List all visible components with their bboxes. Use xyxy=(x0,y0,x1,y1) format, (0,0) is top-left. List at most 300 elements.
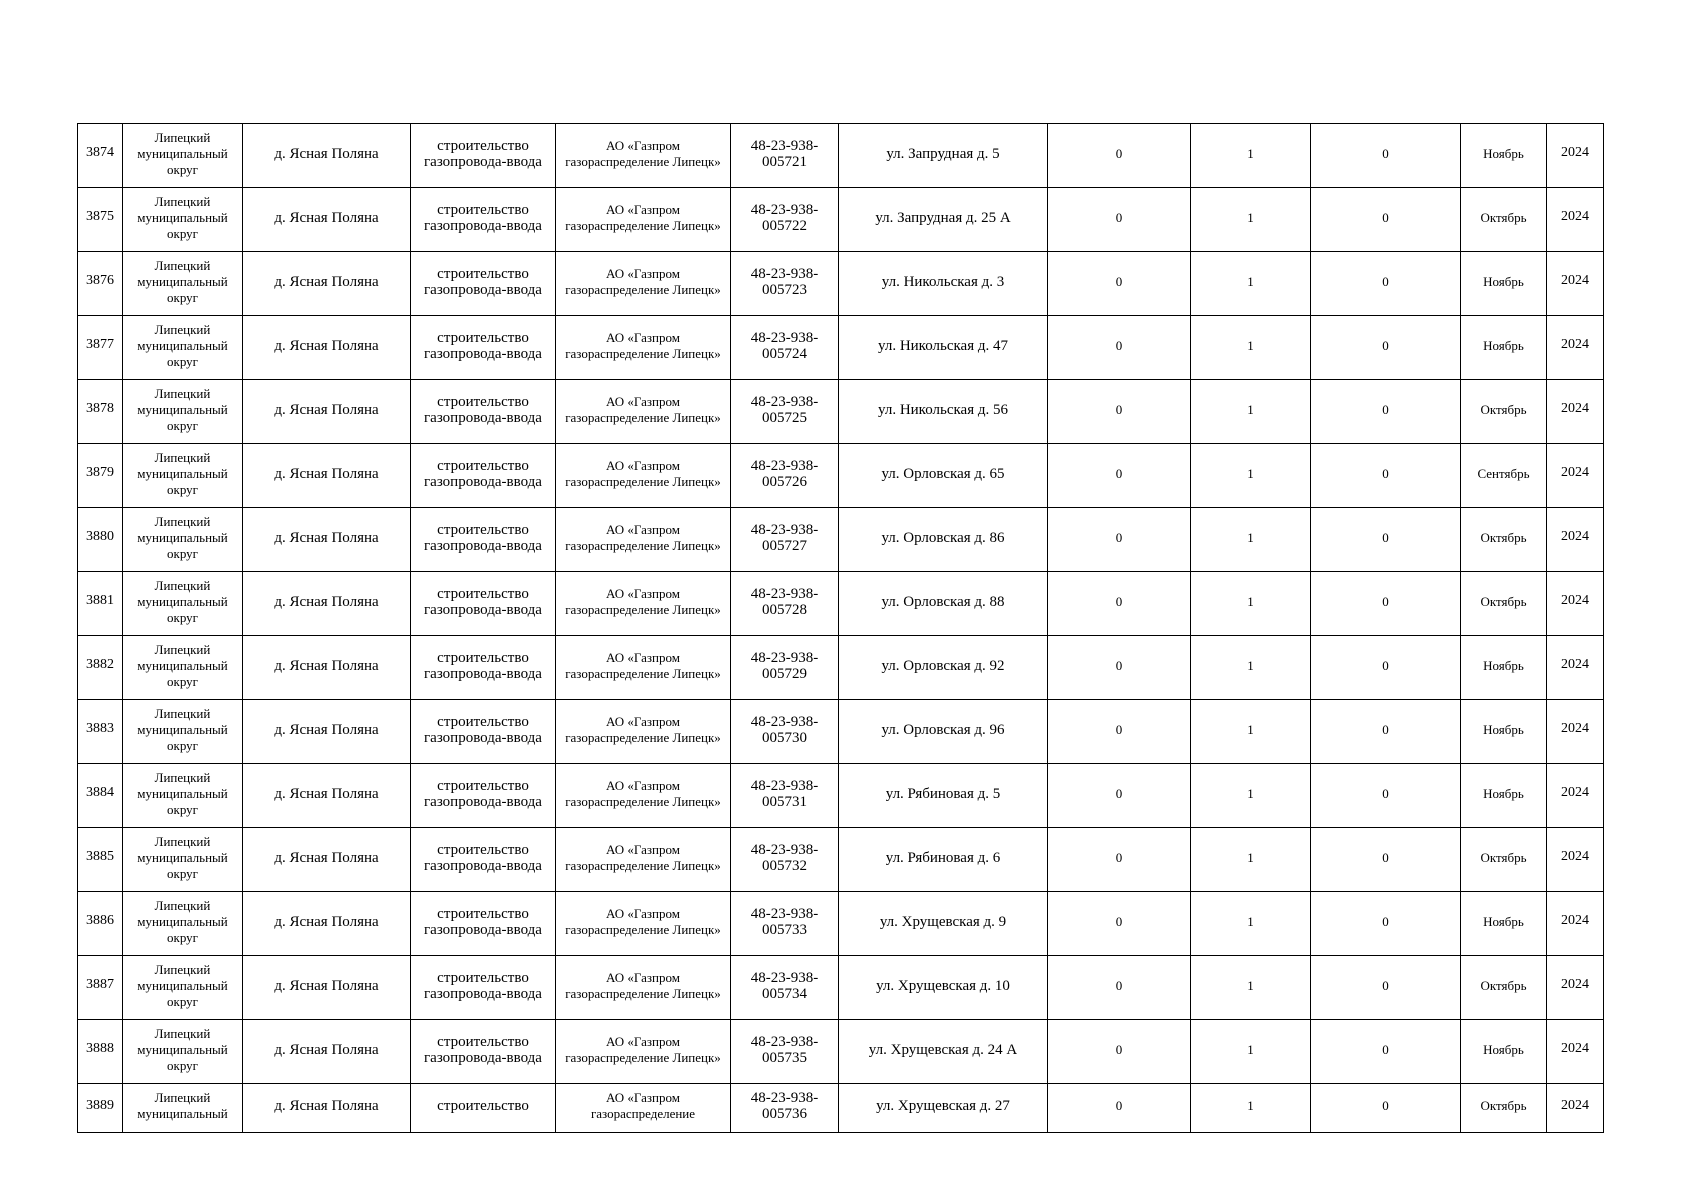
cell-text: 0 xyxy=(1382,465,1389,481)
cell-text: 0 xyxy=(1115,849,1123,865)
year-cell xyxy=(1547,572,1604,636)
value-1-cell xyxy=(1048,252,1191,316)
row-number xyxy=(78,572,123,636)
address-cell xyxy=(839,188,1048,252)
locality-cell xyxy=(243,316,411,380)
locality-cell xyxy=(243,892,411,956)
value-1-cell xyxy=(1048,444,1191,508)
value-2-cell xyxy=(1191,572,1311,636)
value-2-cell xyxy=(1191,380,1311,444)
value-3-cell xyxy=(1311,188,1461,252)
year-cell xyxy=(1547,316,1604,380)
month-cell xyxy=(1461,124,1547,188)
month-cell xyxy=(1461,188,1547,252)
cell-text: 0 xyxy=(1382,1041,1389,1057)
cell-text: 3877 xyxy=(86,337,114,352)
value-3-cell xyxy=(1311,892,1461,956)
cell-text: строительство газопровода-ввода xyxy=(424,585,542,618)
locality-cell xyxy=(243,124,411,188)
row-number xyxy=(78,444,123,508)
code-cell xyxy=(731,700,839,764)
cell-text: 1 xyxy=(1247,1041,1254,1057)
value-2-cell xyxy=(1191,508,1311,572)
table-row xyxy=(78,572,1604,636)
year-cell xyxy=(1547,764,1604,828)
cell-text: 2024 xyxy=(1561,849,1589,864)
year-cell xyxy=(1547,636,1604,700)
cell-text: 0 xyxy=(1382,1098,1389,1113)
code-cell xyxy=(731,1020,839,1084)
cell-text: 1 xyxy=(1247,913,1254,929)
code-cell xyxy=(731,1084,839,1133)
cell-text: 0 xyxy=(1115,913,1123,929)
cell-text: 48-23-938-005732 xyxy=(750,841,819,874)
work-type-cell xyxy=(411,444,556,508)
cell-text: 0 xyxy=(1115,529,1123,545)
locality-cell xyxy=(243,636,411,700)
work-type-cell xyxy=(411,764,556,828)
district-cell xyxy=(123,1020,243,1084)
cell-text: АО «Газпром газораспределение Липецк» xyxy=(565,393,721,425)
district-cell xyxy=(123,892,243,956)
cell-text: 1 xyxy=(1247,401,1254,417)
cell-text: АО «Газпром газораспределение Липецк» xyxy=(565,201,721,233)
year-cell xyxy=(1547,956,1604,1020)
cell-text: ул. Хрущевская д. 9 xyxy=(879,913,1007,930)
cell-text: 48-23-938-005731 xyxy=(750,777,819,810)
cell-text: ул. Рябиновая д. 5 xyxy=(885,785,1001,802)
cell-text: 0 xyxy=(1382,209,1389,225)
month-cell xyxy=(1461,1084,1547,1133)
value-3-cell xyxy=(1311,828,1461,892)
cell-text: 0 xyxy=(1115,401,1123,417)
district-cell xyxy=(123,956,243,1020)
cell-text: Ноябрь xyxy=(1483,657,1524,673)
cell-text: д. Ясная Поляна xyxy=(274,1041,379,1058)
cell-text: Липецкий муниципальный округ xyxy=(137,449,228,497)
district-cell xyxy=(123,124,243,188)
cell-text: 2024 xyxy=(1561,273,1589,288)
cell-text: 0 xyxy=(1115,209,1123,225)
cell-text: 2024 xyxy=(1561,401,1589,416)
cell-text: ул. Хрущевская д. 24 А xyxy=(868,1041,1018,1058)
address-cell xyxy=(839,828,1048,892)
cell-text: 3886 xyxy=(86,913,114,928)
cell-text: ул. Орловская д. 88 xyxy=(881,593,1005,610)
month-cell xyxy=(1461,316,1547,380)
cell-text: строительство газопровода-ввода xyxy=(424,969,542,1002)
cell-text: 2024 xyxy=(1561,593,1589,608)
cell-text: 48-23-938-005736 xyxy=(750,1090,819,1122)
cell-text: Липецкий муниципальный округ xyxy=(137,641,228,689)
cell-text: АО «Газпром газораспределение Липецк» xyxy=(565,777,721,809)
locality-cell xyxy=(243,700,411,764)
value-1-cell xyxy=(1048,1084,1191,1133)
address-cell xyxy=(839,892,1048,956)
value-2-cell xyxy=(1191,188,1311,252)
district-cell xyxy=(123,828,243,892)
cell-text: 3875 xyxy=(86,209,114,224)
cell-text: 1 xyxy=(1247,209,1254,225)
cell-text: Липецкий муниципальный округ xyxy=(137,705,228,753)
cell-text: 48-23-938-005735 xyxy=(750,1033,819,1066)
value-3-cell xyxy=(1311,572,1461,636)
cell-text: 3889 xyxy=(86,1097,114,1113)
cell-text: д. Ясная Поляна xyxy=(274,145,379,162)
cell-text: строительство газопровода-ввода xyxy=(424,1033,542,1066)
district-cell xyxy=(123,444,243,508)
cell-text: Октябрь xyxy=(1480,593,1527,609)
cell-text: ул. Орловская д. 65 xyxy=(881,465,1005,482)
address-cell xyxy=(839,764,1048,828)
cell-text: 0 xyxy=(1382,273,1389,289)
table-row xyxy=(78,1084,1604,1133)
locality-cell xyxy=(243,1084,411,1133)
value-2-cell xyxy=(1191,1020,1311,1084)
value-3-cell xyxy=(1311,316,1461,380)
cell-text: ул. Хрущевская д. 10 xyxy=(876,977,1010,994)
month-cell xyxy=(1461,636,1547,700)
cell-text: д. Ясная Поляна xyxy=(274,529,379,546)
district-cell xyxy=(123,764,243,828)
organization-cell xyxy=(556,380,731,444)
cell-text: 48-23-938-005721 xyxy=(750,137,819,170)
cell-text: строительство газопровода-ввода xyxy=(424,201,542,234)
row-number xyxy=(78,508,123,572)
organization-cell xyxy=(556,252,731,316)
cell-text: строительство газопровода-ввода xyxy=(424,265,542,298)
value-2-cell xyxy=(1191,956,1311,1020)
cell-text: Октябрь xyxy=(1480,849,1527,865)
cell-text: ул. Запрудная д. 5 xyxy=(886,145,1000,162)
month-cell xyxy=(1461,764,1547,828)
month-cell xyxy=(1461,572,1547,636)
cell-text: ул. Орловская д. 96 xyxy=(881,721,1005,738)
cell-text: 0 xyxy=(1382,785,1389,801)
district-cell xyxy=(123,508,243,572)
cell-text: ул. Запрудная д. 25 А xyxy=(875,209,1011,226)
value-2-cell xyxy=(1191,636,1311,700)
cell-text: Ноябрь xyxy=(1483,337,1524,353)
table-body xyxy=(78,124,1604,1133)
cell-text: Липецкий муниципальный округ xyxy=(137,1025,228,1073)
cell-text: ул. Никольская д. 47 xyxy=(878,337,1008,354)
value-3-cell xyxy=(1311,252,1461,316)
cell-text: АО «Газпром газораспределение Липецк» xyxy=(565,137,721,169)
month-cell xyxy=(1461,444,1547,508)
table-row xyxy=(78,380,1604,444)
cell-text: 0 xyxy=(1382,401,1389,417)
cell-text: д. Ясная Поляна xyxy=(274,209,379,226)
cell-text: 48-23-938-005728 xyxy=(750,585,819,618)
work-type-cell xyxy=(411,316,556,380)
cell-text: Октябрь xyxy=(1480,529,1527,545)
cell-text: Ноябрь xyxy=(1483,273,1524,289)
cell-text: д. Ясная Поляна xyxy=(274,273,379,290)
cell-text: д. Ясная Поляна xyxy=(274,977,379,994)
value-2-cell xyxy=(1191,316,1311,380)
year-cell xyxy=(1547,700,1604,764)
cell-text: АО «Газпром газораспределение Липецк» xyxy=(565,713,721,745)
cell-text: 3887 xyxy=(86,977,114,992)
district-cell xyxy=(123,188,243,252)
cell-text: 3879 xyxy=(86,465,114,480)
cell-text: ул. Хрущевская д. 27 xyxy=(876,1098,1010,1114)
cell-text: 0 xyxy=(1115,1098,1123,1113)
cell-text: 0 xyxy=(1382,977,1389,993)
table-row xyxy=(78,508,1604,572)
organization-cell xyxy=(556,636,731,700)
district-cell xyxy=(123,380,243,444)
value-3-cell xyxy=(1311,124,1461,188)
address-cell xyxy=(839,956,1048,1020)
code-cell xyxy=(731,316,839,380)
cell-text: строительство газопровода-ввода xyxy=(424,329,542,362)
month-cell xyxy=(1461,380,1547,444)
value-2-cell xyxy=(1191,828,1311,892)
cell-text: 3885 xyxy=(86,849,114,864)
value-1-cell xyxy=(1048,508,1191,572)
work-type-cell xyxy=(411,380,556,444)
cell-text: д. Ясная Поляна xyxy=(274,849,379,866)
cell-text: АО «Газпром газораспределение xyxy=(590,1090,696,1121)
locality-cell xyxy=(243,1020,411,1084)
organization-cell xyxy=(556,124,731,188)
cell-text: АО «Газпром газораспределение Липецк» xyxy=(565,649,721,681)
organization-cell xyxy=(556,188,731,252)
cell-text: д. Ясная Поляна xyxy=(274,913,379,930)
cell-text: Ноябрь xyxy=(1483,721,1524,737)
work-type-cell xyxy=(411,124,556,188)
value-1-cell xyxy=(1048,572,1191,636)
cell-text: 0 xyxy=(1382,913,1389,929)
cell-text: д. Ясная Поляна xyxy=(274,401,379,418)
organization-cell xyxy=(556,764,731,828)
address-cell xyxy=(839,508,1048,572)
value-1-cell xyxy=(1048,700,1191,764)
organization-cell xyxy=(556,444,731,508)
year-cell xyxy=(1547,188,1604,252)
row-number xyxy=(78,956,123,1020)
cell-text: 0 xyxy=(1382,145,1389,161)
code-cell xyxy=(731,764,839,828)
locality-cell xyxy=(243,252,411,316)
locality-cell xyxy=(243,572,411,636)
cell-text: ул. Рябиновая д. 6 xyxy=(885,849,1001,866)
cell-text: 48-23-938-005730 xyxy=(750,713,819,746)
year-cell xyxy=(1547,508,1604,572)
cell-text: д. Ясная Поляна xyxy=(274,593,379,610)
cell-text: 2024 xyxy=(1561,145,1589,160)
month-cell xyxy=(1461,252,1547,316)
cell-text: Липецкий муниципальный округ xyxy=(137,833,228,881)
value-1-cell xyxy=(1048,1020,1191,1084)
work-type-cell xyxy=(411,252,556,316)
month-cell xyxy=(1461,892,1547,956)
cell-text: 2024 xyxy=(1561,209,1589,224)
district-cell xyxy=(123,252,243,316)
cell-text: 48-23-938-005724 xyxy=(750,329,819,362)
table-row xyxy=(78,444,1604,508)
locality-cell xyxy=(243,188,411,252)
cell-text: Ноябрь xyxy=(1483,913,1524,929)
cell-text: строительство газопровода-ввода xyxy=(424,137,542,170)
cell-text: АО «Газпром газораспределение Липецк» xyxy=(565,905,721,937)
row-number xyxy=(78,764,123,828)
cell-text: 0 xyxy=(1382,721,1389,737)
table-row xyxy=(78,828,1604,892)
work-type-cell xyxy=(411,892,556,956)
cell-text: 0 xyxy=(1382,593,1389,609)
value-2-cell xyxy=(1191,1084,1311,1133)
district-cell xyxy=(123,572,243,636)
cell-text: 1 xyxy=(1247,337,1254,353)
code-cell xyxy=(731,892,839,956)
cell-text: д. Ясная Поляна xyxy=(274,465,379,482)
cell-text: 48-23-938-005726 xyxy=(750,457,819,490)
cell-text: 1 xyxy=(1247,593,1254,609)
cell-text: 2024 xyxy=(1561,1041,1589,1056)
cell-text: ул. Никольская д. 56 xyxy=(878,401,1008,418)
locality-cell xyxy=(243,380,411,444)
month-cell xyxy=(1461,828,1547,892)
cell-text: 48-23-938-005722 xyxy=(750,201,819,234)
row-number xyxy=(78,828,123,892)
cell-text: 2024 xyxy=(1561,337,1589,352)
cell-text: д. Ясная Поляна xyxy=(274,785,379,802)
cell-text: АО «Газпром газораспределение Липецк» xyxy=(565,1033,721,1065)
cell-text: 0 xyxy=(1115,1041,1123,1057)
value-2-cell xyxy=(1191,124,1311,188)
year-cell xyxy=(1547,1084,1604,1133)
row-number xyxy=(78,636,123,700)
year-cell xyxy=(1547,380,1604,444)
value-2-cell xyxy=(1191,252,1311,316)
cell-text: Сентябрь xyxy=(1477,465,1530,481)
cell-text: АО «Газпром газораспределение Липецк» xyxy=(565,969,721,1001)
row-number xyxy=(78,700,123,764)
cell-text: строительство газопровода-ввода xyxy=(424,713,542,746)
value-1-cell xyxy=(1048,828,1191,892)
cell-text: строительство газопровода-ввода xyxy=(424,777,542,810)
locality-cell xyxy=(243,764,411,828)
work-type-cell xyxy=(411,572,556,636)
cell-text: 48-23-938-005729 xyxy=(750,649,819,682)
code-cell xyxy=(731,444,839,508)
cell-text: Октябрь xyxy=(1480,1098,1527,1113)
cell-text: 1 xyxy=(1247,529,1254,545)
cell-text: Липецкий муниципальный xyxy=(137,1090,228,1121)
cell-text: 2024 xyxy=(1561,721,1589,736)
cell-text: Липецкий муниципальный округ xyxy=(137,385,228,433)
value-2-cell xyxy=(1191,444,1311,508)
cell-text: АО «Газпром газораспределение Липецк» xyxy=(565,521,721,553)
cell-text: строительство газопровода-ввода xyxy=(424,393,542,426)
cell-text: ул. Орловская д. 92 xyxy=(881,657,1005,674)
value-3-cell xyxy=(1311,636,1461,700)
value-3-cell xyxy=(1311,956,1461,1020)
cell-text: Липецкий муниципальный округ xyxy=(137,513,228,561)
cell-text: 1 xyxy=(1247,657,1254,673)
value-3-cell xyxy=(1311,1020,1461,1084)
row-number xyxy=(78,188,123,252)
row-number xyxy=(78,1084,123,1133)
cell-text: Ноябрь xyxy=(1483,785,1524,801)
cell-text: 3880 xyxy=(86,529,114,544)
value-1-cell xyxy=(1048,124,1191,188)
cell-text: д. Ясная Поляна xyxy=(274,1098,379,1114)
cell-text: 3881 xyxy=(86,593,114,608)
address-cell xyxy=(839,252,1048,316)
district-cell xyxy=(123,1084,243,1133)
cell-text: Ноябрь xyxy=(1483,1041,1524,1057)
work-type-cell xyxy=(411,636,556,700)
work-type-cell xyxy=(411,1020,556,1084)
organization-cell xyxy=(556,316,731,380)
cell-text: АО «Газпром газораспределение Липецк» xyxy=(565,329,721,361)
cell-text: 1 xyxy=(1247,721,1254,737)
table-row xyxy=(78,892,1604,956)
cell-text: Липецкий муниципальный округ xyxy=(137,129,228,177)
work-type-cell xyxy=(411,956,556,1020)
code-cell xyxy=(731,188,839,252)
cell-text: ул. Орловская д. 86 xyxy=(881,529,1005,546)
cell-text: 0 xyxy=(1115,721,1123,737)
value-3-cell xyxy=(1311,764,1461,828)
table-row xyxy=(78,700,1604,764)
cell-text: 48-23-938-005723 xyxy=(750,265,819,298)
month-cell xyxy=(1461,700,1547,764)
cell-text: 0 xyxy=(1382,657,1389,673)
code-cell xyxy=(731,636,839,700)
district-cell xyxy=(123,636,243,700)
code-cell xyxy=(731,252,839,316)
value-3-cell xyxy=(1311,380,1461,444)
cell-text: 2024 xyxy=(1561,465,1589,480)
cell-text: д. Ясная Поляна xyxy=(274,721,379,738)
organization-cell xyxy=(556,956,731,1020)
address-cell xyxy=(839,380,1048,444)
code-cell xyxy=(731,508,839,572)
records-table xyxy=(77,123,1604,1133)
cell-text: Липецкий муниципальный округ xyxy=(137,961,228,1009)
month-cell xyxy=(1461,1020,1547,1084)
table-row xyxy=(78,124,1604,188)
cell-text: 1 xyxy=(1247,977,1254,993)
work-type-cell xyxy=(411,700,556,764)
cell-text: АО «Газпром газораспределение Липецк» xyxy=(565,841,721,873)
work-type-cell xyxy=(411,188,556,252)
cell-text: АО «Газпром газораспределение Липецк» xyxy=(565,265,721,297)
cell-text: 0 xyxy=(1382,529,1389,545)
table-row xyxy=(78,188,1604,252)
code-cell xyxy=(731,572,839,636)
cell-text: 0 xyxy=(1115,977,1123,993)
organization-cell xyxy=(556,700,731,764)
cell-text: Липецкий муниципальный округ xyxy=(137,897,228,945)
cell-text: строительство газопровода-ввода xyxy=(424,521,542,554)
work-type-cell xyxy=(411,508,556,572)
cell-text: АО «Газпром газораспределение Липецк» xyxy=(565,585,721,617)
cell-text: д. Ясная Поляна xyxy=(274,657,379,674)
row-number xyxy=(78,1020,123,1084)
cell-text: д. Ясная Поляна xyxy=(274,337,379,354)
row-number xyxy=(78,316,123,380)
address-cell xyxy=(839,572,1048,636)
value-2-cell xyxy=(1191,892,1311,956)
cell-text: 2024 xyxy=(1561,913,1589,928)
address-cell xyxy=(839,636,1048,700)
